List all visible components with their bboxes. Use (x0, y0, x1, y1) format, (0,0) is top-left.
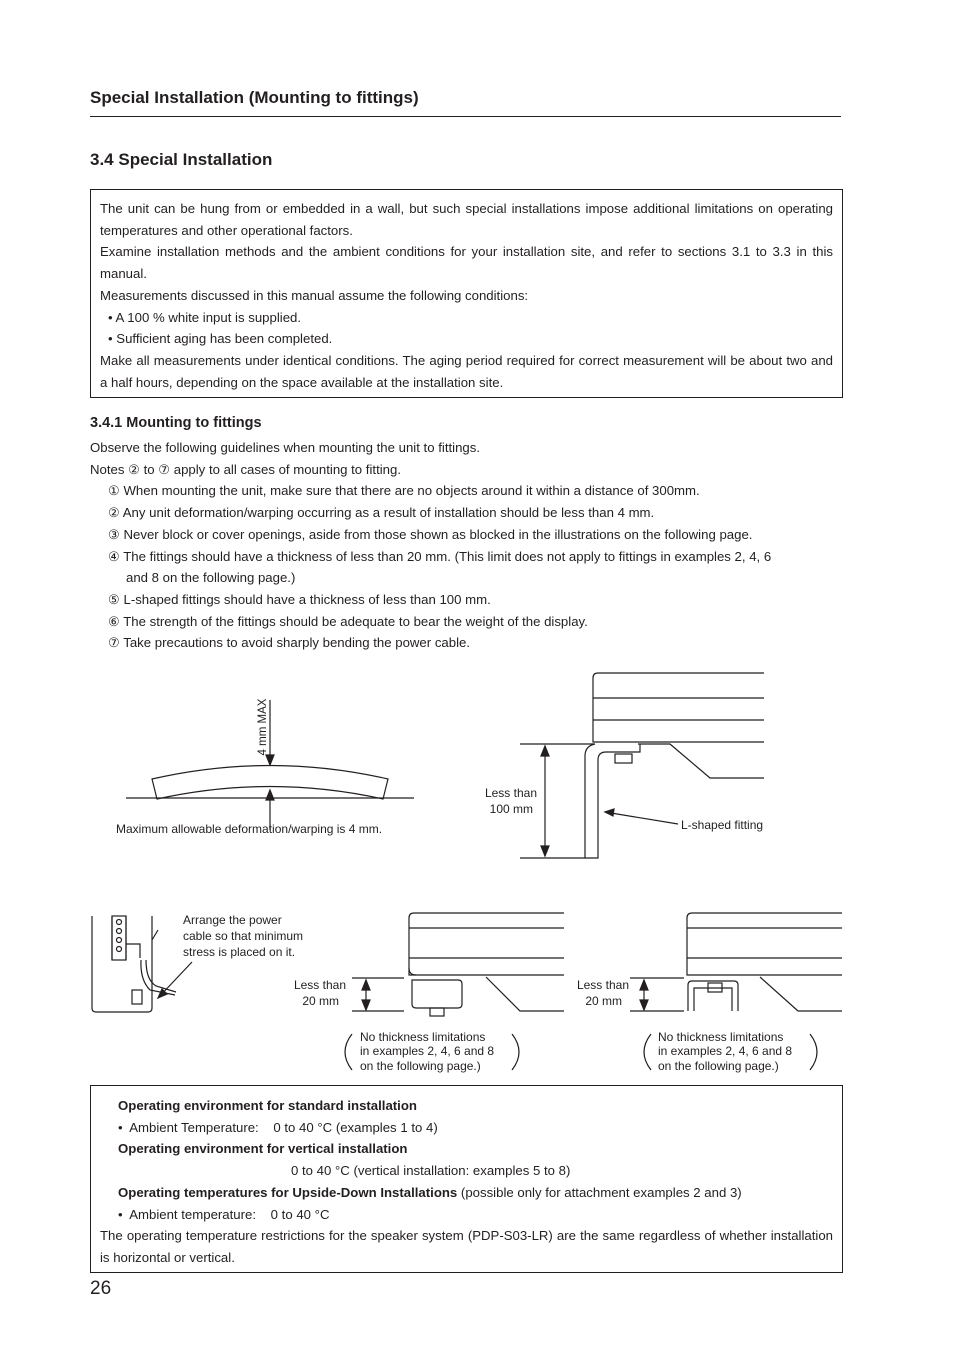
vertical-env-title: Operating environment for vertical installation (118, 1141, 408, 1157)
intro-bullet: • Sufficient aging has been completed. (108, 331, 333, 347)
note-item: ③ Never block or cover openings, aside from those shown as blocked in the illustrations on the following page. (108, 526, 753, 542)
note-item: ⑥ The strength of the fittings should be adequate to bear the weight of the display. (108, 613, 588, 629)
speaker-note: The operating temperature restrictions for the speaker system (PDP-S03-LR) are the same regardless of whether installation is horizontal or vertical. (100, 1228, 833, 1265)
fitting-less-label: Less than (293, 978, 346, 992)
subsection-title: 3.4.1 Mounting to fittings (90, 415, 262, 431)
cable-note-line: Arrange the power (183, 913, 282, 927)
no-limit-note-line: No thickness limitations (658, 1030, 784, 1044)
no-limit-note-line: on the following page.) (658, 1059, 779, 1073)
vertical-env-line: 0 to 40 °C (vertical installation: examples 5 to 8) (291, 1163, 571, 1179)
intro-paragraph-4: Make all measurements under identical conditions. The aging period required for correct measurement will be about two and a half hours, depending on the space available at the installation site. (100, 352, 833, 390)
no-limit-note-line: in examples 2, 4, 6 and 8 (360, 1044, 495, 1058)
upside-down-env-note: (possible only for attachment examples 2 and 3) (457, 1184, 742, 1200)
note-item: ② Any unit deformation/warping occurring as a result of installation should be less than 4 mm. (108, 505, 655, 521)
warp-diagram (126, 700, 414, 830)
intro-paragraph-3: Measurements discussed in this manual assume the following conditions: (100, 287, 529, 303)
upside-down-env-title: Operating temperatures for Upside-Down Installations (118, 1184, 458, 1200)
page-number: 26 (90, 1278, 112, 1299)
note-item: ⑤ L-shaped fittings should have a thickness of less than 100 mm. (108, 591, 491, 607)
section-title: 3.4 Special Installation (90, 150, 273, 169)
environment-box (90, 1085, 843, 1273)
intro-bullet: • A 100 % white input is supplied. (108, 309, 302, 325)
lshape-fitting-label: L-shaped fitting (681, 818, 764, 832)
standard-env-title: Operating environment for standard installation (118, 1098, 417, 1113)
upside-down-env-line: • Ambient temperature: 0 to 40 °C (118, 1206, 330, 1222)
note-item: ① When mounting the unit, make sure that there are no objects around it within a distance of 300mm. (108, 483, 700, 499)
note-item-continuation: and 8 on the following page.) (126, 570, 296, 586)
intro-paragraph-1: The unit can be hung from or embedded in a wall, but such special installations impose additional limitations on operating temperatures and other operational factors. (100, 201, 833, 238)
no-limit-note-line: No thickness limitations (360, 1030, 486, 1044)
intro-paragraph-2: Examine installation methods and the ambient conditions for your installation site, and refer to sections 3.1 to 3.3 in this manual. (100, 244, 833, 282)
power-cable-diagram (92, 916, 192, 1012)
cable-note-line: stress is placed on it. (183, 945, 296, 959)
fitting-dimension-label: 20 mm (585, 994, 622, 1008)
warp-caption: Maximum allowable deformation/warping is 4 mm. (116, 822, 383, 836)
standard-env-line: • Ambient Temperature: 0 to 40 °C (examples 1 to 4) (118, 1119, 438, 1135)
fitting-less-label: Less than (576, 978, 629, 992)
lshape-less-label: Less than (484, 786, 537, 800)
lshape-dimension-label: 100 mm (489, 802, 533, 816)
notes-scope: Notes ② to ⑦ apply to all cases of mounting to fitting. (90, 461, 401, 477)
note-item: ⑦ Take precautions to avoid sharply bending the power cable. (108, 635, 471, 651)
guidelines-intro: Observe the following guidelines when mounting the unit to fittings. (90, 440, 480, 455)
no-limit-note-line: on the following page.) (360, 1059, 481, 1073)
no-limit-note-line: in examples 2, 4, 6 and 8 (658, 1044, 793, 1058)
cable-note-line: cable so that minimum (183, 929, 304, 943)
warp-dimension-label: 4 mm MAX (257, 698, 269, 756)
upside-down-env (100, 1182, 833, 1204)
note-item: ④ The fittings should have a thickness of less than 20 mm. (This limit does not apply to fittings in examples 2, 4, 6 (108, 548, 772, 564)
section-header: Special Installation (Mounting to fittings) (90, 88, 419, 107)
fitting-dimension-label: 20 mm (302, 994, 339, 1008)
